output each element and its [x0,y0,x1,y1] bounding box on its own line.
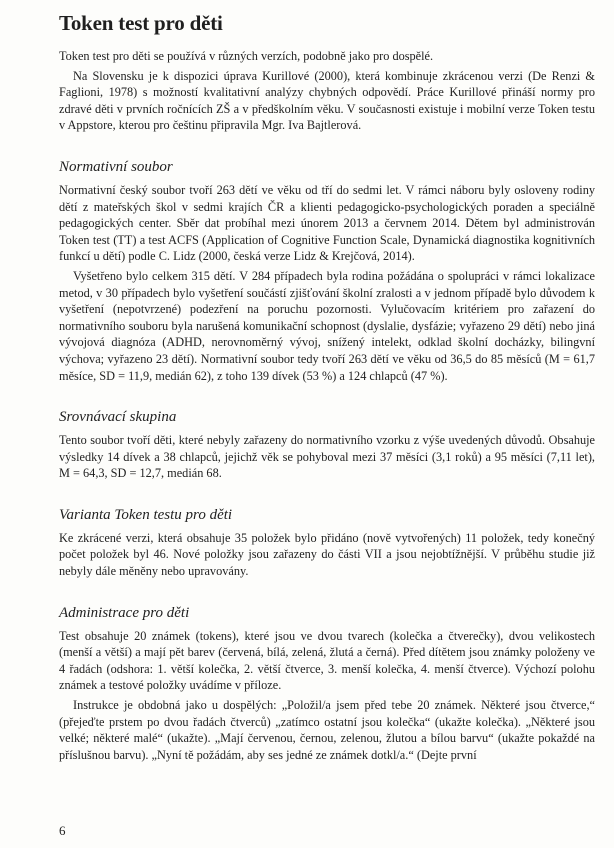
page-number: 6 [59,823,66,838]
section-heading-srovnavaci-skupina: Srovnávací skupina [59,409,177,426]
section-1-paragraph-2: Vyšetřeno bylo celkem 315 dětí. V 284 případech byla rodina požádána o spolupráci v rámci lokalizace metod, v 30 případech bylo vyšetření součástí zjišťování školní zralosti a v jednom případě bylo důvodem k vyšetření (nepotvrzené) podezření na poruchu pozornosti. Vylučovacím kritériem pro zařazení do normativního souboru byla narušená komunikační schopnost (dyslalie, dysfázie; vyřazeno 29 dětí) nebo jiná vývojová diagnóza (ADHD, nerovnoměrný vývoj, snížený intelekt, odklad školní docházky, bilingvní výchova; vyřazeno 23 dětí). Normativní soubor tedy tvoří 263 dětí ve věku od 36,5 do 85 měsíců (M = 61,7 měsíce, SD = 11,9, medián 62), z toho 139 dívek (53 %) a 124 chlapců (47 %). [59,268,595,383]
section-3-paragraph-1: Ke zkrácené verzi, která obsahuje 35 položek bylo přidáno (nově vytvořených) 11 položek, tedy konečný počet položek byl 46. Nové položky jsou zařazeny do části VII a jsou nejobtížnější. V průběhu studie již nebyly dále měněny nebo upravovány. [59,530,595,579]
section-2-paragraph-1: Tento soubor tvoří děti, které nebyly zařazeny do normativního vzorku z výše uvedených důvodů. Obsahuje výsledky 14 dívek a 38 chlapců, jejichž věk se pohyboval mezi 37 měsíci (3,1 roků) a 95 měsíci (7,11 let), M = 64,3, SD = 12,7, medián 68. [59,433,595,481]
intro-paragraph-2: Na Slovensku je k dispozici úprava Kurillové (2000), která kombinuje zkrácenou verzi (De Renzi & Faglioni, 1978) s možností kvalitativní analýzy chybných odpovědí. Práce Kurillové přináší normy pro zdravé děti v prvních ročnících ZŠ a v předškolním věku. V současnosti existuje i mobilní verze Token testu v Appstore, kterou pro češtinu připravila Mgr. Iva Bajtlerová. [59,68,595,133]
intro-paragraph-1: Token test pro děti se používá v různých verzích, podobně jako pro dospělé. [59,49,434,63]
section-heading-varianta-token-testu: Varianta Token testu pro děti [59,506,233,523]
section-heading-administrace: Administrace pro děti [59,604,190,621]
page-title: Token test pro děti [59,11,223,35]
page-content [59,10,595,763]
section-4-paragraph-1: Test obsahuje 20 známek (tokens), které jsou ve dvou tvarech (kolečka a čtverečky), dvou velikostech (menší a větší) a mají pět barev (červená, bílá, zelená, žlutá a černá). Před dítětem jsou známky položeny ve 4 řadách (odshora: 1. větší kolečka, 2. větší čtverce, 3. menší kolečka, 4. menší čtverce). Výchozí polohu známek a testové položky uvádíme v příloze. [59,628,595,693]
section-4-paragraph-2: Instrukce je obdobná jako u dospělých: „Položil/a jsem před tebe 20 známek. Některé jsou čtverce,“ (přejeďte prstem po dvou řadách čtverců) „zatímco ostatní jsou kolečka“ (ukažte kolečka). „Některé jsou velké; některé malé“ (ukažte). „Mají červenou, černou, zelenou, žlutou a bílou barvu“ (ukažte pokaždé na příslušnou barvu). „Nyní tě požádám, aby ses jedné ze známek dotkl/a.“ (Dejte první [59,698,595,762]
section-1-paragraph-1: Normativní český soubor tvoří 263 dětí ve věku od tří do sedmi let. V rámci náboru byly osloveny rodiny dětí z mateřských škol v sedmi krajích ČR a klienti pedagogicko-psychologických poraden a speciálně pedagogických center. Sběr dat probíhal mezi únorem 2013 a červnem 2014. Dětem byl administrován Token test (TT) a test ACFS (Application of Cognitive Function Scale, Dynamická diagnostika kognitivních funkcí u dětí) podle C. Lidz (2000, česká verze Lidz & Krejčová, 2014). [59,182,595,264]
section-heading-normativni-soubor: Normativní soubor [59,158,173,175]
